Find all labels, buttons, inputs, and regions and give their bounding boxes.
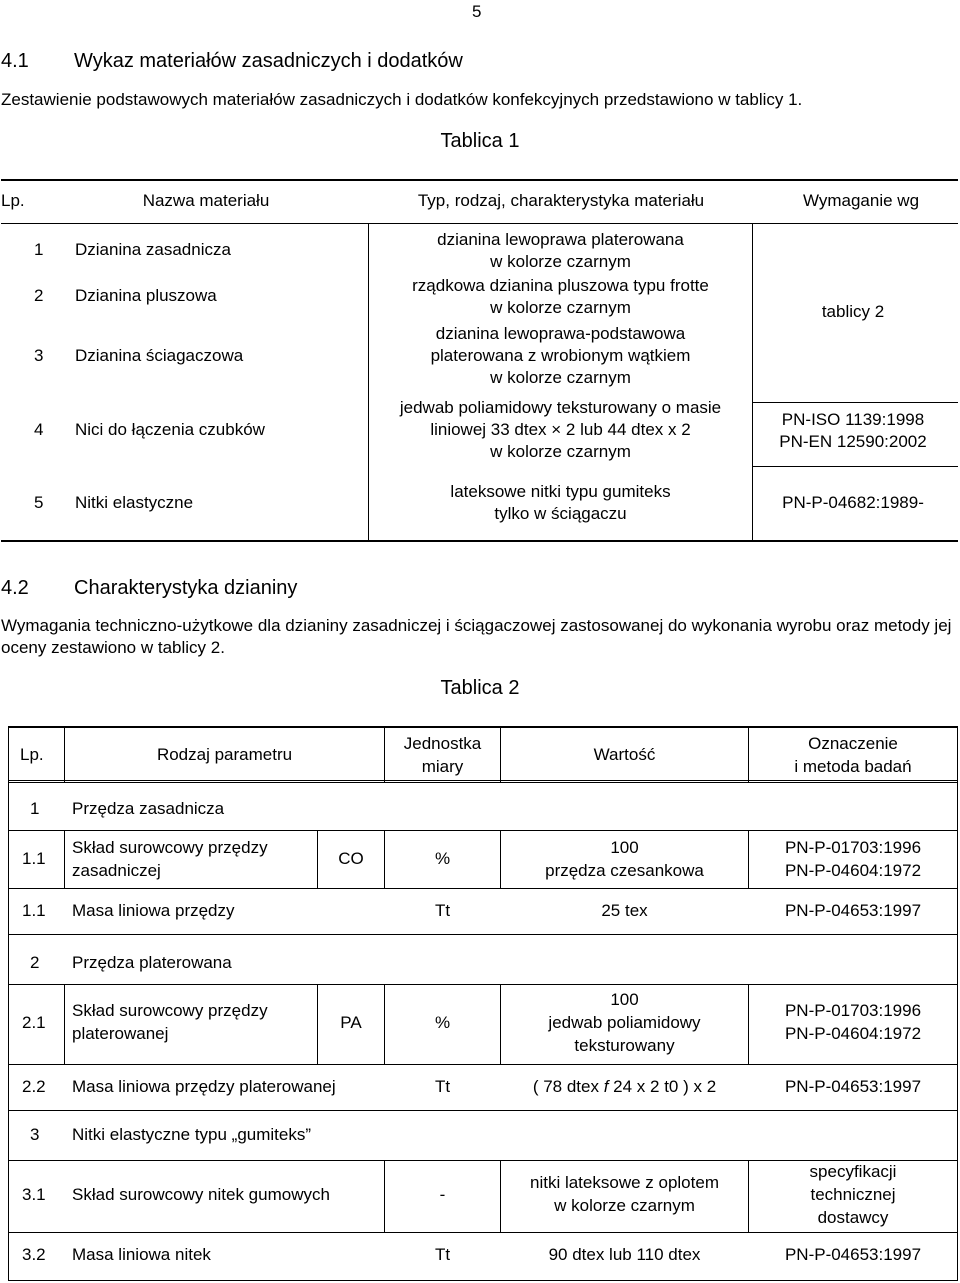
r12-param: Masa liniowa przędzy: [72, 901, 235, 920]
r31-m1: specyfikacji: [809, 1162, 897, 1181]
table-1: [1, 179, 958, 541]
row4-typ2: liniowej 33 dtex × 2 lub 44 dtex x 2: [430, 420, 691, 439]
wymaganie-tablicy2: tablicy 2: [821, 302, 885, 321]
header-jednostka: Jednostka: [403, 734, 482, 753]
r21-val3: teksturowany: [574, 1036, 675, 1055]
row2-typ2: w kolorze czarnym: [490, 298, 631, 317]
row5-typ2: tylko w ściągaczu: [494, 504, 627, 523]
row1-typ2: w kolorze czarnym: [490, 252, 631, 271]
r32-param: Masa liniowa nitek: [72, 1245, 211, 1264]
r11-val2: przędza czesankowa: [545, 861, 704, 880]
table-2: [8, 726, 958, 1281]
r11-m2: PN-P-04604:1972: [784, 861, 922, 880]
r21-val1: 100: [610, 990, 639, 1009]
r12-unit: Tt: [434, 901, 451, 920]
r22-val-a: ( 78 dtex: [532, 1077, 604, 1096]
group1-name: Przędza zasadnicza: [72, 799, 225, 818]
r31-unit: -: [439, 1185, 446, 1204]
row5-lp: 5: [34, 493, 44, 512]
r11-param1: Skład surowcowy przędzy: [72, 838, 268, 857]
row3-typ3: w kolorze czarnym: [490, 368, 631, 387]
group2-lp: 2: [30, 953, 40, 972]
r31-m2: technicznej: [810, 1185, 896, 1204]
r22-val: [501, 1076, 748, 1098]
r21-lp: 2.1: [22, 1013, 46, 1032]
row4-typ3: w kolorze czarnym: [490, 442, 631, 461]
row1-nazwa: Dzianina zasadnicza: [75, 240, 231, 259]
row2-lp: 2: [34, 286, 44, 305]
header-wartosc: Wartość: [593, 745, 656, 764]
r32-method: PN-P-04653:1997: [784, 1245, 922, 1264]
r21-param1: Skład surowcowy przędzy: [72, 1001, 268, 1020]
row4-typ1: jedwab poliamidowy teksturowany o masie: [399, 398, 722, 417]
header-typ: Typ, rodzaj, charakterystyka materiału: [417, 191, 705, 210]
section-title: Wykaz materiałów zasadniczych i dodatków: [74, 50, 463, 72]
r21-val2: jedwab poliamidowy: [548, 1013, 701, 1032]
group2-name: Przędza platerowana: [72, 953, 232, 972]
r32-val: 90 dtex lub 110 dtex: [548, 1245, 701, 1264]
table1-title: Tablica 1: [440, 130, 520, 152]
r11-lp: 1.1: [22, 849, 46, 868]
row1-typ1: dzianina lewoprawa platerowana: [437, 230, 684, 249]
r31-val1: nitki lateksowe z oplotem: [530, 1173, 719, 1192]
intro-paragraph: Zestawienie podstawowych materiałów zasadniczych i dodatków konfekcyjnych przedstawiono w tablicy 1.: [1, 90, 803, 109]
r21-m1: PN-P-01703:1996: [784, 1001, 922, 1020]
r22-param: Masa liniowa przędzy platerowanej: [72, 1077, 336, 1096]
header-nazwa: Nazwa materiału: [142, 191, 270, 210]
r22-lp: 2.2: [22, 1077, 46, 1096]
r11-val1: 100: [610, 838, 639, 857]
row5-typ1: lateksowe nitki typu gumiteks: [450, 482, 671, 501]
header-rodzaj: Rodzaj parametru: [156, 745, 293, 764]
header-wymaganie: Wymaganie wg: [802, 191, 920, 210]
row1-lp: 1: [34, 240, 44, 259]
r22-val-b: 24 x 2 t0 ) x 2: [608, 1077, 717, 1096]
section-number: 4.1: [1, 50, 29, 72]
paragraph-4-2: Wymagania techniczno-użytkowe dla dzianiny zasadniczej i ściągaczowej zastosowanej do wykonania wyrobu oraz metody jej oceny zestawiono w tablicy 2.: [1, 616, 952, 657]
r31-param: Skład surowcowy nitek gumowych: [72, 1185, 330, 1204]
wymaganie-pn-en: PN-EN 12590:2002: [779, 432, 927, 451]
row5-nazwa: Nitki elastyczne: [75, 493, 194, 512]
r21-m2: PN-P-04604:1972: [784, 1024, 922, 1043]
section-number: 4.2: [1, 577, 29, 599]
r21-unit: %: [434, 1013, 451, 1032]
table2-title: Tablica 2: [440, 677, 520, 699]
row3-typ1: dzianina lewoprawa-podstawowa: [435, 324, 686, 343]
group3-lp: 3: [30, 1125, 40, 1144]
r31-val2: w kolorze czarnym: [554, 1196, 695, 1215]
row2-nazwa: Dzianina pluszowa: [75, 286, 217, 305]
header-lp: Lp.: [1, 191, 25, 210]
row4-nazwa: Nici do łączenia czubków: [75, 420, 265, 439]
r12-method: PN-P-04653:1997: [784, 901, 922, 920]
r32-lp: 3.2: [22, 1245, 46, 1264]
r31-lp: 3.1: [22, 1185, 46, 1204]
r12-val: 25 tex: [601, 901, 648, 920]
r32-unit: Tt: [434, 1245, 451, 1264]
r11-param2: zasadniczej: [72, 861, 161, 880]
r21-param2: platerowanej: [72, 1024, 169, 1043]
r22-method: PN-P-04653:1997: [784, 1077, 922, 1096]
row3-nazwa: Dzianina ściagaczowa: [75, 346, 244, 365]
r22-unit: Tt: [434, 1077, 451, 1096]
r11-m1: PN-P-01703:1996: [784, 838, 922, 857]
wymaganie-pn-iso: PN-ISO 1139:1998: [781, 410, 925, 429]
wymaganie-pn-p: PN-P-04682:1989-: [782, 493, 924, 512]
page-number: 5: [472, 2, 482, 21]
r22-val-f: f: [603, 1077, 609, 1096]
r12-lp: 1.1: [22, 901, 46, 920]
group3-name: Nitki elastyczne typu „gumiteks”: [72, 1125, 312, 1144]
header-metoda: i metoda badań: [794, 757, 912, 776]
r11-unit: %: [434, 849, 451, 868]
r11-sym: CO: [338, 849, 364, 868]
r31-m3: dostawcy: [817, 1208, 889, 1227]
header-miary: miary: [421, 757, 464, 776]
row2-typ1: rządkowa dzianina pluszowa typu frotte: [412, 276, 709, 295]
row4-lp: 4: [34, 420, 44, 439]
r21-sym: PA: [340, 1013, 362, 1032]
header-lp: Lp.: [20, 745, 44, 764]
row3-typ2: platerowana z wrobionym wątkiem: [430, 346, 691, 365]
group1-lp: 1: [30, 799, 40, 818]
row3-lp: 3: [34, 346, 44, 365]
header-oznaczenie: Oznaczenie: [808, 734, 898, 753]
section-title: Charakterystyka dzianiny: [74, 577, 298, 599]
